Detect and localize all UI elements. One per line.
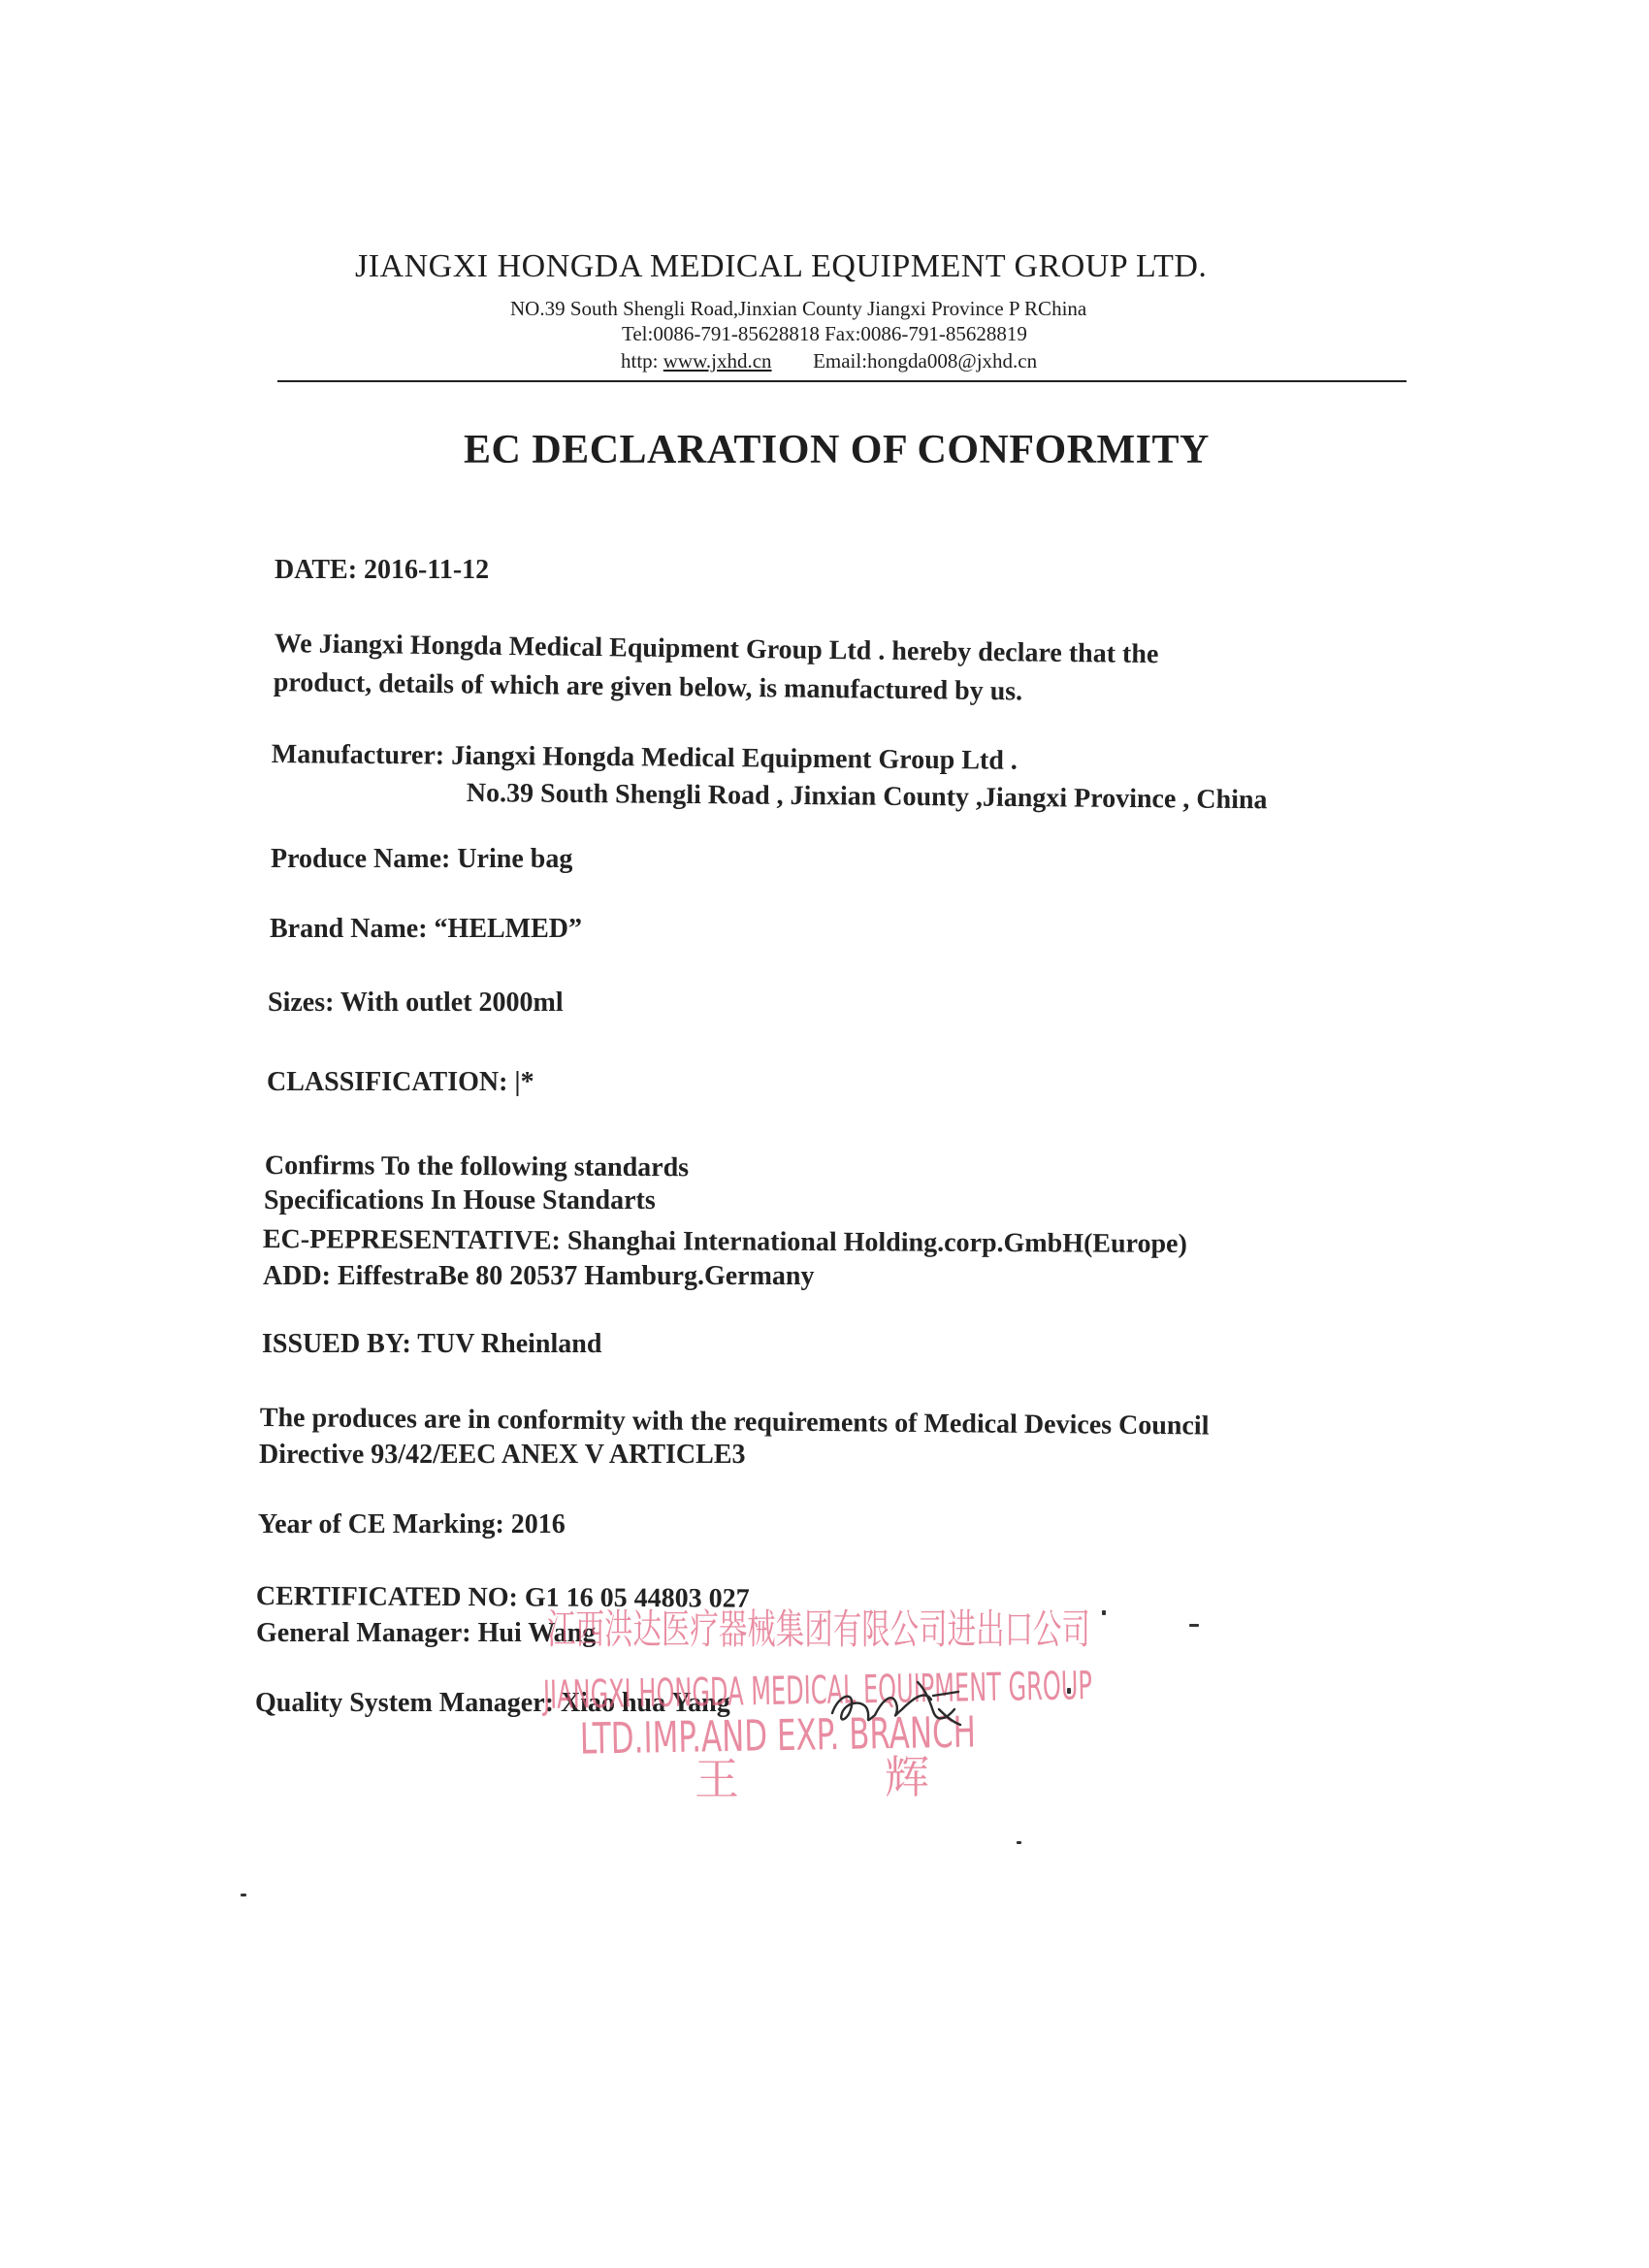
brand-name-line: Brand Name: “HELMED” [270, 914, 582, 944]
svg-text:LTD.IMP.AND EXP. BRANCH: LTD.IMP.AND EXP. BRANCH [579, 1704, 1102, 1765]
manufacturer-line-2: No.39 South Shengli Road , Jinxian County ,Jiangxi Province , China [466, 778, 1268, 816]
scan-speck [241, 1894, 246, 1896]
general-manager-line: General Manager: Hui Wang [256, 1618, 597, 1648]
conformity-line-1: The produces are in conformity with the requirements of Medical Devices Council [259, 1403, 1210, 1442]
date-line: DATE: 2016-11-12 [275, 555, 490, 585]
svg-text:王: 王 [695, 1753, 739, 1800]
conformity-line-2: Directive 93/42/EEC ANEX V ARTICLE3 [259, 1440, 746, 1470]
classification-line: CLASSIFICATION: |* [267, 1067, 534, 1097]
quality-manager-line: Quality System Manager: Xiao hua Yang [255, 1688, 730, 1718]
stamp-graphic [539, 1587, 1102, 1800]
company-email: Email:hongda008@jxhd.cn [813, 349, 1038, 373]
ec-representative-line: EC-PEPRESENTATIVE: Shanghai International Holding.corp.GmbH(Europe) [262, 1224, 1187, 1259]
web-url[interactable]: www.jxhd.cn [663, 349, 772, 373]
header-divider [277, 380, 1406, 382]
company-contact: Tel:0086-791-85628818 Fax:0086-791-85628819 [622, 322, 1027, 345]
company-stamp [539, 1587, 1102, 1800]
company-address: NO.39 South Shengli Road,Jinxian County Jiangxi Province P RChina [510, 297, 1087, 320]
declaration-line-2: product, details of which are given below, is manufactured by us. [273, 667, 1023, 707]
ce-marking-year-line: Year of CE Marking: 2016 [258, 1509, 566, 1539]
certificate-number-line: CERTIFICATED NO: G1 16 05 44803 027 [255, 1581, 750, 1614]
standards-line-2: Specifications In House Standarts [264, 1185, 656, 1215]
scan-speck [1067, 1688, 1071, 1694]
declaration-line-1: We Jiangxi Hongda Medical Equipment Group Ltd . hereby declare that the [274, 629, 1159, 670]
document-title: EC DECLARATION OF CONFORMITY [464, 428, 1210, 472]
signature-strokes [824, 1670, 970, 1738]
scan-speck [1189, 1624, 1199, 1627]
web-label: http: [621, 349, 659, 373]
manufacturer-line-1: Manufacturer: Jiangxi Hongda Medical Equipment Group Ltd . [271, 739, 1018, 776]
svg-text:江西洪达医疗器械集团有限公司进出口公司: 江西洪达医疗器械集团有限公司进出口公司 [547, 1605, 1090, 1653]
ec-address-line: ADD: EiffestraBe 80 20537 Hamburg.Germany [263, 1261, 815, 1291]
product-name-line: Produce Name: Urine bag [271, 844, 573, 874]
scan-speck [1017, 1841, 1021, 1844]
signature [824, 1670, 970, 1738]
company-name: JIANGXI HONGDA MEDICAL EQUIPMENT GROUP LTD. [355, 248, 1208, 284]
svg-text:辉: 辉 [885, 1751, 929, 1800]
company-web-email [621, 349, 1037, 373]
sizes-line: Sizes: With outlet 2000ml [268, 988, 564, 1018]
standards-line-1: Confirms To the following standards [264, 1150, 690, 1183]
scan-speck [1102, 1610, 1106, 1615]
svg-text:JIANGXI HONGDA MEDICAL EQUIPME: JIANGXI HONGDA MEDICAL EQUIPMENT [542, 1660, 1102, 1718]
issued-by-line: ISSUED BY: TUV Rheinland [262, 1329, 602, 1359]
